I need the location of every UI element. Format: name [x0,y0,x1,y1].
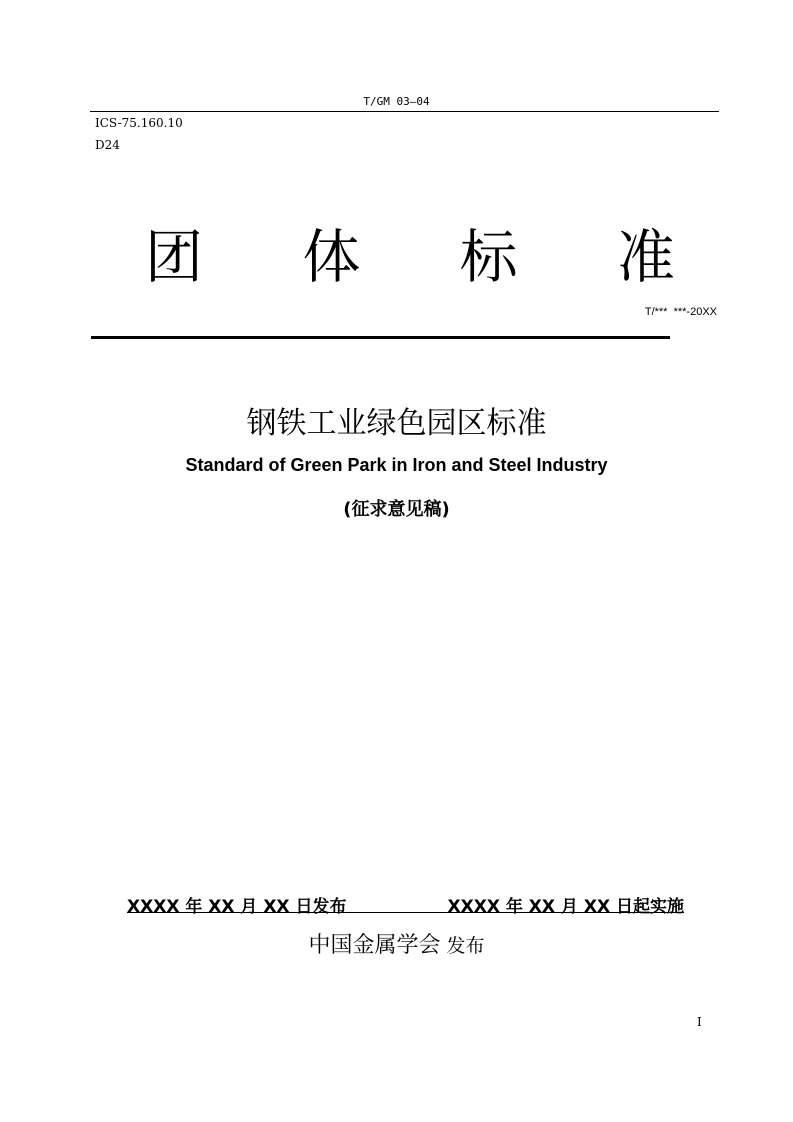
publish-date: XXXX 年 XX 月 XX 日发布 [127,897,347,917]
chinese-title: 钢铁工业绿色园区标准 [246,406,547,441]
dates-underline [127,912,684,913]
ics-code: ICS-75.160.10 [95,116,183,130]
publisher-suffix: 发布 [446,935,485,957]
publisher-name: 中国金属学会 [308,933,441,958]
document-type-char: 体 [302,223,361,291]
document-type-title [145,222,675,292]
document-type-char: 准 [616,223,675,291]
english-title: Standard of Green Park in Iron and Steel Industry [185,455,608,475]
header-divider [90,111,719,112]
running-header-code: T/GM 03—04 [363,95,430,108]
title-divider [91,336,670,339]
document-type-char: 团 [145,223,204,291]
draft-note: (征求意见稿) [343,499,450,520]
standard-number: T/*** ***-20XX [644,306,717,318]
implement-date: XXXX 年 XX 月 XX 日起实施 [447,897,684,917]
page-number: I [697,1015,702,1029]
classification-code: D24 [95,138,120,152]
document-type-char: 标 [459,223,518,291]
publisher-line [0,930,793,962]
